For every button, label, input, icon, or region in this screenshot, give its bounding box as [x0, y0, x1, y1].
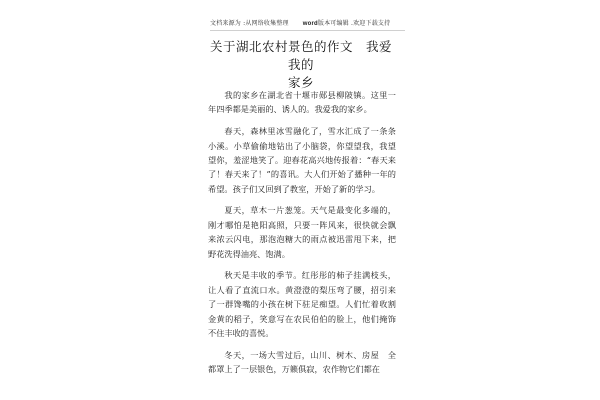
title-line-2: 家乡: [287, 75, 314, 90]
header-edit-note: [303, 18, 391, 27]
page-header: [210, 14, 405, 31]
header-note-word: word: [302, 20, 318, 27]
document-body: [208, 88, 396, 384]
header-note-rest: 版本可编辑 .欢迎下载支持: [317, 19, 391, 27]
paragraph-autumn: 秋天是丰收的季节。红彤彤的柿子挂满枝头，让人看了直流口水。黄澄澄的梨压弯了腰，招引来了一群馋嘴的小孩在树下驻足痴望。人们忙着收割金黄的稻子，笑意写在农民伯伯的脸上，他们掩饰不住丰收的喜悦。: [208, 270, 396, 338]
paragraph-spring: 春天，森林里冰雪融化了，雪水汇成了一条条小溪。小草偷偷地钻出了小脑袋，你望望我，我望望你，羞涩地笑了。迎春花高兴地传报着：“春天来了！春天来了！”的喜讯。大人们开始了播种一年的希望。孩子们又回到了教室，开始了新的学习。: [208, 126, 396, 194]
paragraph-winter: 冬天，一场大雪过后，山川、树木、房屋 全都罩上了一层银色，万籁俱寂，农作物它们都在: [208, 349, 396, 375]
paragraph-summer: 夏天，草木一片葱笼。天气是最变化多端的，刚才哪怕是艳阳高照，只要一阵风来，很快就会飘来浓云闪电，那泡泡糖大的雨点被迅雷甩下来，把野花洗得油亮、饱满。: [208, 205, 396, 259]
header-source-text: 文档来源为 :从网络收集整理: [210, 19, 289, 27]
document-title: [208, 38, 394, 92]
paragraph-intro: 我的家乡在湖北省十堰市郧县柳陂镇。这里一年四季都是美丽的、诱人的。我爱我的家乡。: [208, 90, 396, 115]
title-line-1: 关于湖北农村景色的作文 我爱我的: [209, 39, 392, 72]
